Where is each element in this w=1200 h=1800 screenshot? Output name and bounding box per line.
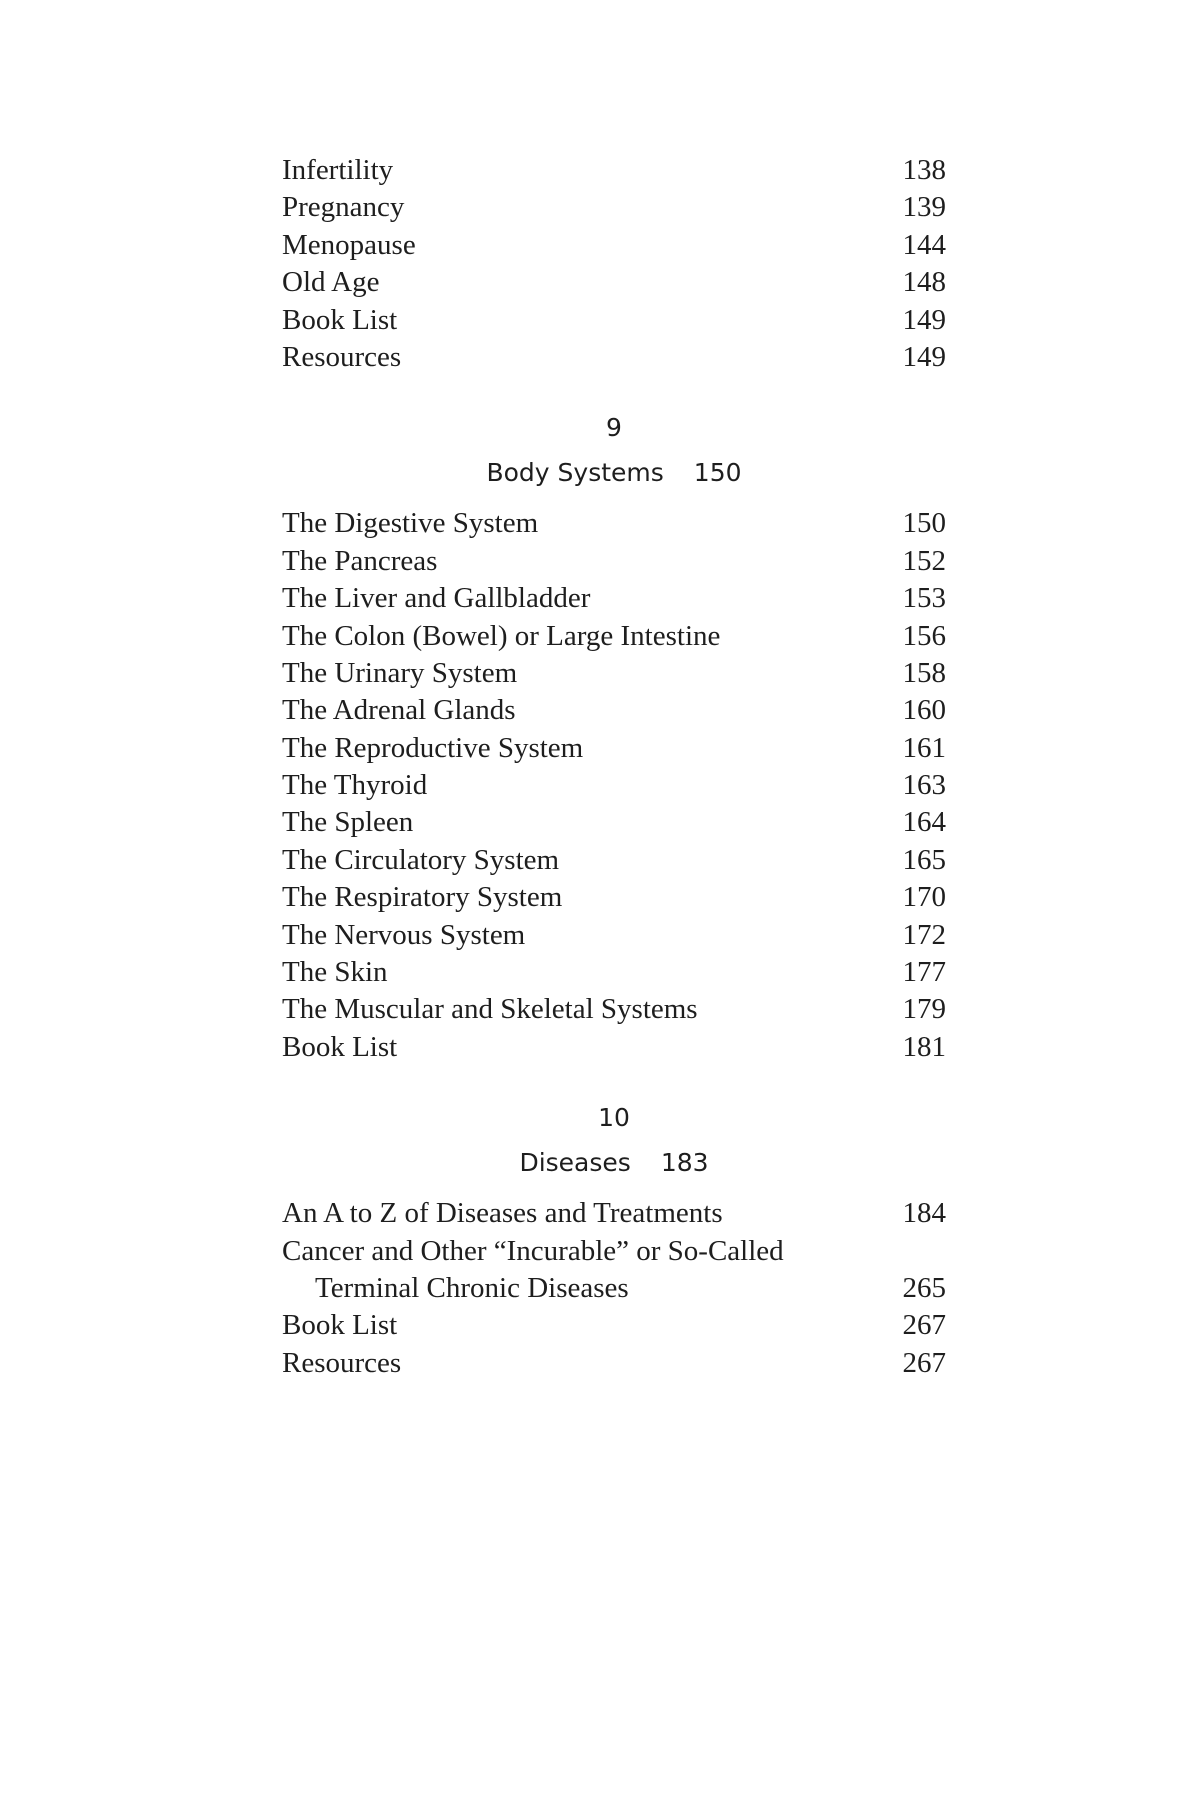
chapter-title — [282, 456, 946, 490]
toc-entry-title: The Nervous System — [282, 918, 526, 951]
toc-entry — [282, 1345, 946, 1382]
table-of-contents — [282, 152, 946, 1382]
toc-entry — [282, 302, 946, 339]
toc-entry — [282, 730, 946, 767]
toc-entry-title: Infertility — [282, 154, 394, 186]
chapter-entries — [282, 505, 946, 1066]
toc-entry-title: Terminal Chronic Diseases — [315, 1271, 629, 1304]
toc-entry-title: The Adrenal Glands — [282, 694, 516, 727]
toc-entry — [282, 227, 946, 264]
toc-entry — [282, 1307, 946, 1344]
toc-entry-title: The Pancreas — [282, 544, 438, 577]
toc-entry-title: The Reproductive System — [282, 731, 584, 764]
toc-entry-page: 138 — [902, 154, 946, 186]
chapter-title-page: 150 — [693, 458, 742, 488]
toc-entry — [282, 505, 946, 542]
toc-entry — [282, 1029, 946, 1066]
toc-entry-title: Book List — [282, 303, 398, 336]
toc-entry — [282, 879, 946, 916]
toc-entry-page: 150 — [902, 507, 946, 540]
toc-chapter-10 — [282, 1102, 946, 1382]
toc-entry-title: Cancer and Other “Incurable” or So-Called — [282, 1234, 784, 1267]
toc-entry-page: 149 — [902, 303, 946, 336]
toc-entry-title: Resources — [282, 340, 402, 373]
toc-entry — [282, 1233, 946, 1270]
toc-entry — [282, 767, 946, 804]
toc-entry-title: The Muscular and Skeletal Systems — [282, 993, 698, 1026]
chapter-title-page: 183 — [660, 1148, 709, 1178]
toc-entry-title: An A to Z of Diseases and Treatments — [282, 1197, 723, 1230]
toc-entry-page: 172 — [902, 918, 946, 951]
toc-entry-page: 165 — [902, 843, 946, 876]
toc-entry-title: The Urinary System — [282, 656, 518, 689]
toc-entry-title: Resources — [282, 1346, 402, 1379]
toc-entry-page: 177 — [902, 956, 946, 989]
toc-entry-title: The Spleen — [282, 806, 414, 839]
toc-entry — [282, 543, 946, 580]
toc-entry — [282, 339, 946, 376]
toc-entry-page: 139 — [902, 191, 946, 224]
toc-entry — [282, 580, 946, 617]
toc-entry-page: 152 — [902, 544, 946, 577]
toc-entry-page: 158 — [902, 656, 946, 689]
toc-entry-title: Book List — [282, 1309, 398, 1342]
toc-entry-page: 170 — [902, 881, 946, 914]
toc-chapter-9 — [282, 412, 946, 1066]
chapter-entries — [282, 1195, 946, 1382]
toc-entry-title: Menopause — [282, 228, 416, 261]
toc-section-continued — [282, 152, 946, 376]
toc-entry — [282, 842, 946, 879]
toc-entry-title: The Colon (Bowel) or Large Intestine — [282, 619, 721, 652]
toc-entry-page: 148 — [902, 266, 946, 299]
chapter-title-text: Body Systems — [486, 458, 664, 488]
toc-entry-title: Pregnancy — [282, 191, 405, 224]
toc-entry-title: The Respiratory System — [282, 881, 563, 914]
chapter-number: 10 — [598, 1103, 630, 1133]
toc-entry — [282, 954, 946, 991]
chapter-title — [282, 1146, 946, 1180]
toc-entry-continuation — [282, 1270, 946, 1307]
toc-entry-page: 267 — [902, 1309, 946, 1342]
toc-entry-page: 184 — [902, 1197, 946, 1230]
toc-entry — [282, 991, 946, 1028]
toc-entry-page: 163 — [902, 769, 946, 802]
toc-entry — [282, 618, 946, 655]
toc-entry — [282, 655, 946, 692]
toc-entry-title: The Skin — [282, 956, 388, 989]
toc-entry-page: 267 — [902, 1346, 946, 1379]
toc-entry-page: 164 — [902, 806, 946, 839]
toc-entry — [282, 1195, 946, 1232]
toc-entry-title: The Digestive System — [282, 507, 539, 540]
toc-entry-page: 265 — [902, 1271, 946, 1304]
toc-entry — [282, 264, 946, 301]
toc-entry-page: 161 — [902, 731, 946, 764]
toc-entry — [282, 189, 946, 226]
toc-entry-page: 156 — [902, 619, 946, 652]
toc-entry-title: The Circulatory System — [282, 843, 560, 876]
chapter-number: 9 — [606, 413, 622, 443]
toc-entry-page: 179 — [902, 993, 946, 1026]
toc-entry-page: 144 — [902, 228, 946, 261]
toc-entry-title: The Liver and Gallbladder — [282, 582, 591, 615]
toc-entry-page: 160 — [902, 694, 946, 727]
toc-entry-page: 181 — [902, 1030, 946, 1063]
chapter-title-text: Diseases — [519, 1148, 631, 1178]
toc-entry — [282, 804, 946, 841]
toc-entry-page: 153 — [902, 582, 946, 615]
toc-entry-title: Book List — [282, 1030, 398, 1063]
toc-entry-page: 149 — [902, 340, 946, 373]
toc-entry — [282, 152, 946, 189]
toc-entry — [282, 917, 946, 954]
toc-entry — [282, 692, 946, 729]
toc-entry-title: The Thyroid — [282, 769, 428, 802]
toc-entry-title: Old Age — [282, 266, 380, 299]
